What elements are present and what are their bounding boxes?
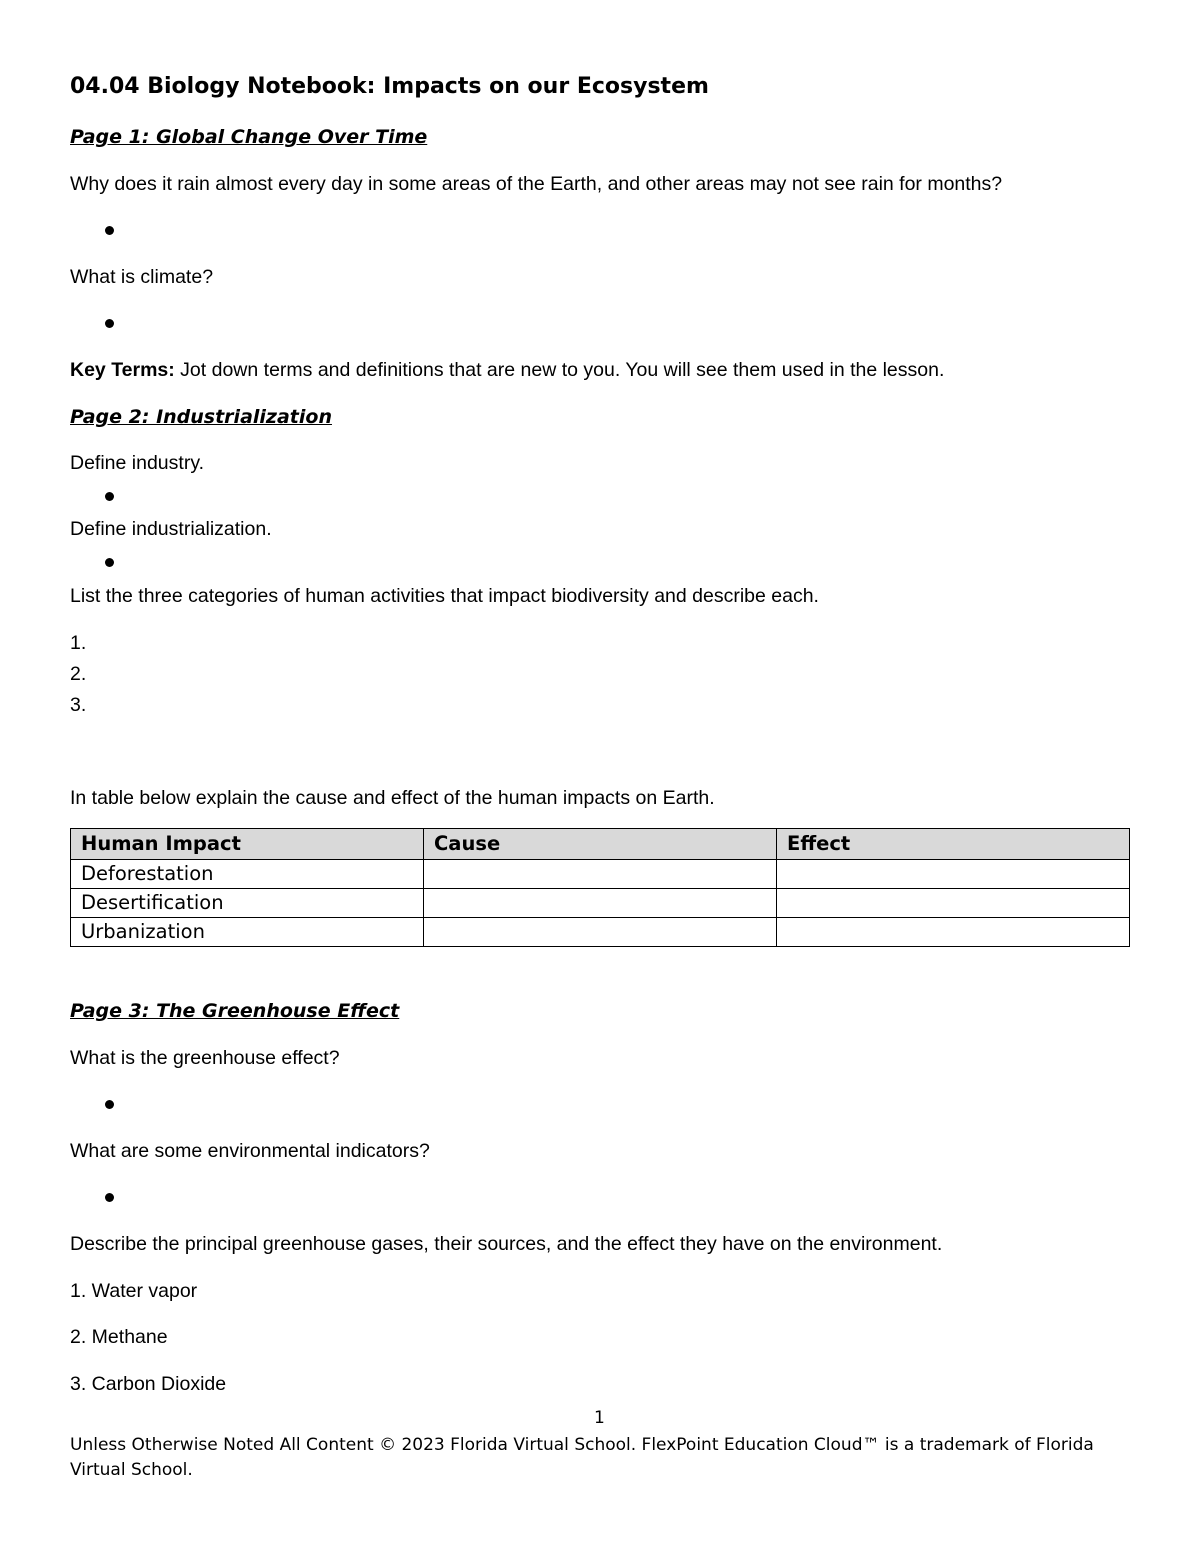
table-row bbox=[71, 889, 1130, 918]
page1-question-rain: Why does it rain almost every day in some areas of the Earth, and other areas may not see rain for months? bbox=[70, 173, 1003, 195]
gas-number: 2. bbox=[70, 1326, 87, 1348]
human-impact-table bbox=[70, 828, 1130, 947]
page2-heading: Page 2: Industrialization bbox=[70, 406, 332, 428]
gas-item-carbon-dioxide bbox=[70, 1373, 226, 1396]
effect-cell[interactable] bbox=[777, 918, 1130, 947]
page3-question-gases: Describe the principal greenhouse gases, their sources, and the effect they have on the environment. bbox=[70, 1233, 943, 1255]
column-header-cause: Cause bbox=[424, 829, 777, 860]
list-item-3: 3. bbox=[70, 694, 87, 716]
column-header-human-impact: Human Impact bbox=[71, 829, 424, 860]
page3-heading: Page 3: The Greenhouse Effect bbox=[70, 1000, 400, 1022]
gas-name: Water vapor bbox=[86, 1280, 198, 1302]
copyright-footer: Unless Otherwise Noted All Content © 2023 Florida Virtual School. FlexPoint Education Cloud™ is a trademark of Florida Virtual School. bbox=[70, 1435, 1094, 1480]
gas-item-methane bbox=[70, 1326, 168, 1349]
gas-name: Carbon Dioxide bbox=[86, 1373, 227, 1395]
gas-number: 3. bbox=[70, 1373, 87, 1395]
table-intro: In table below explain the cause and effect of the human impacts on Earth. bbox=[70, 787, 715, 809]
page-number: 1 bbox=[594, 1408, 605, 1428]
page3-question-indicators: What are some environmental indicators? bbox=[70, 1140, 430, 1162]
table-row bbox=[71, 918, 1130, 947]
cause-cell[interactable] bbox=[424, 918, 777, 947]
key-terms-line bbox=[70, 359, 944, 382]
column-header-effect: Effect bbox=[777, 829, 1130, 860]
page2-question-industry: Define industry. bbox=[70, 452, 205, 474]
page1-heading: Page 1: Global Change Over Time bbox=[70, 126, 428, 148]
gas-name: Methane bbox=[86, 1326, 168, 1348]
impact-cell: Desertification bbox=[71, 889, 424, 918]
answer-bullet bbox=[105, 319, 114, 328]
cause-cell[interactable] bbox=[424, 889, 777, 918]
list-item-2: 2. bbox=[70, 663, 87, 685]
page2-question-categories: List the three categories of human activities that impact biodiversity and describe each. bbox=[70, 585, 819, 607]
gas-number: 1. bbox=[70, 1280, 87, 1302]
answer-bullet bbox=[105, 1193, 114, 1202]
answer-bullet bbox=[105, 492, 114, 501]
impact-cell: Deforestation bbox=[71, 860, 424, 889]
answer-bullet bbox=[105, 226, 114, 235]
document-title: 04.04 Biology Notebook: Impacts on our Ecosystem bbox=[70, 74, 709, 99]
page3-question-greenhouse: What is the greenhouse effect? bbox=[70, 1047, 340, 1069]
impact-cell: Urbanization bbox=[71, 918, 424, 947]
table-row bbox=[71, 860, 1130, 889]
answer-bullet bbox=[105, 558, 114, 567]
key-terms-text: Jot down terms and definitions that are new to you. You will see them used in the lesson. bbox=[174, 359, 945, 381]
page1-question-climate: What is climate? bbox=[70, 266, 214, 288]
answer-bullet bbox=[105, 1100, 114, 1109]
key-terms-label: Key Terms: bbox=[70, 359, 175, 381]
table-header-row bbox=[71, 829, 1130, 860]
list-item-1: 1. bbox=[70, 632, 87, 654]
cause-cell[interactable] bbox=[424, 860, 777, 889]
effect-cell[interactable] bbox=[777, 860, 1130, 889]
effect-cell[interactable] bbox=[777, 889, 1130, 918]
gas-item-water-vapor bbox=[70, 1280, 197, 1303]
page2-question-industrialization: Define industrialization. bbox=[70, 518, 272, 540]
